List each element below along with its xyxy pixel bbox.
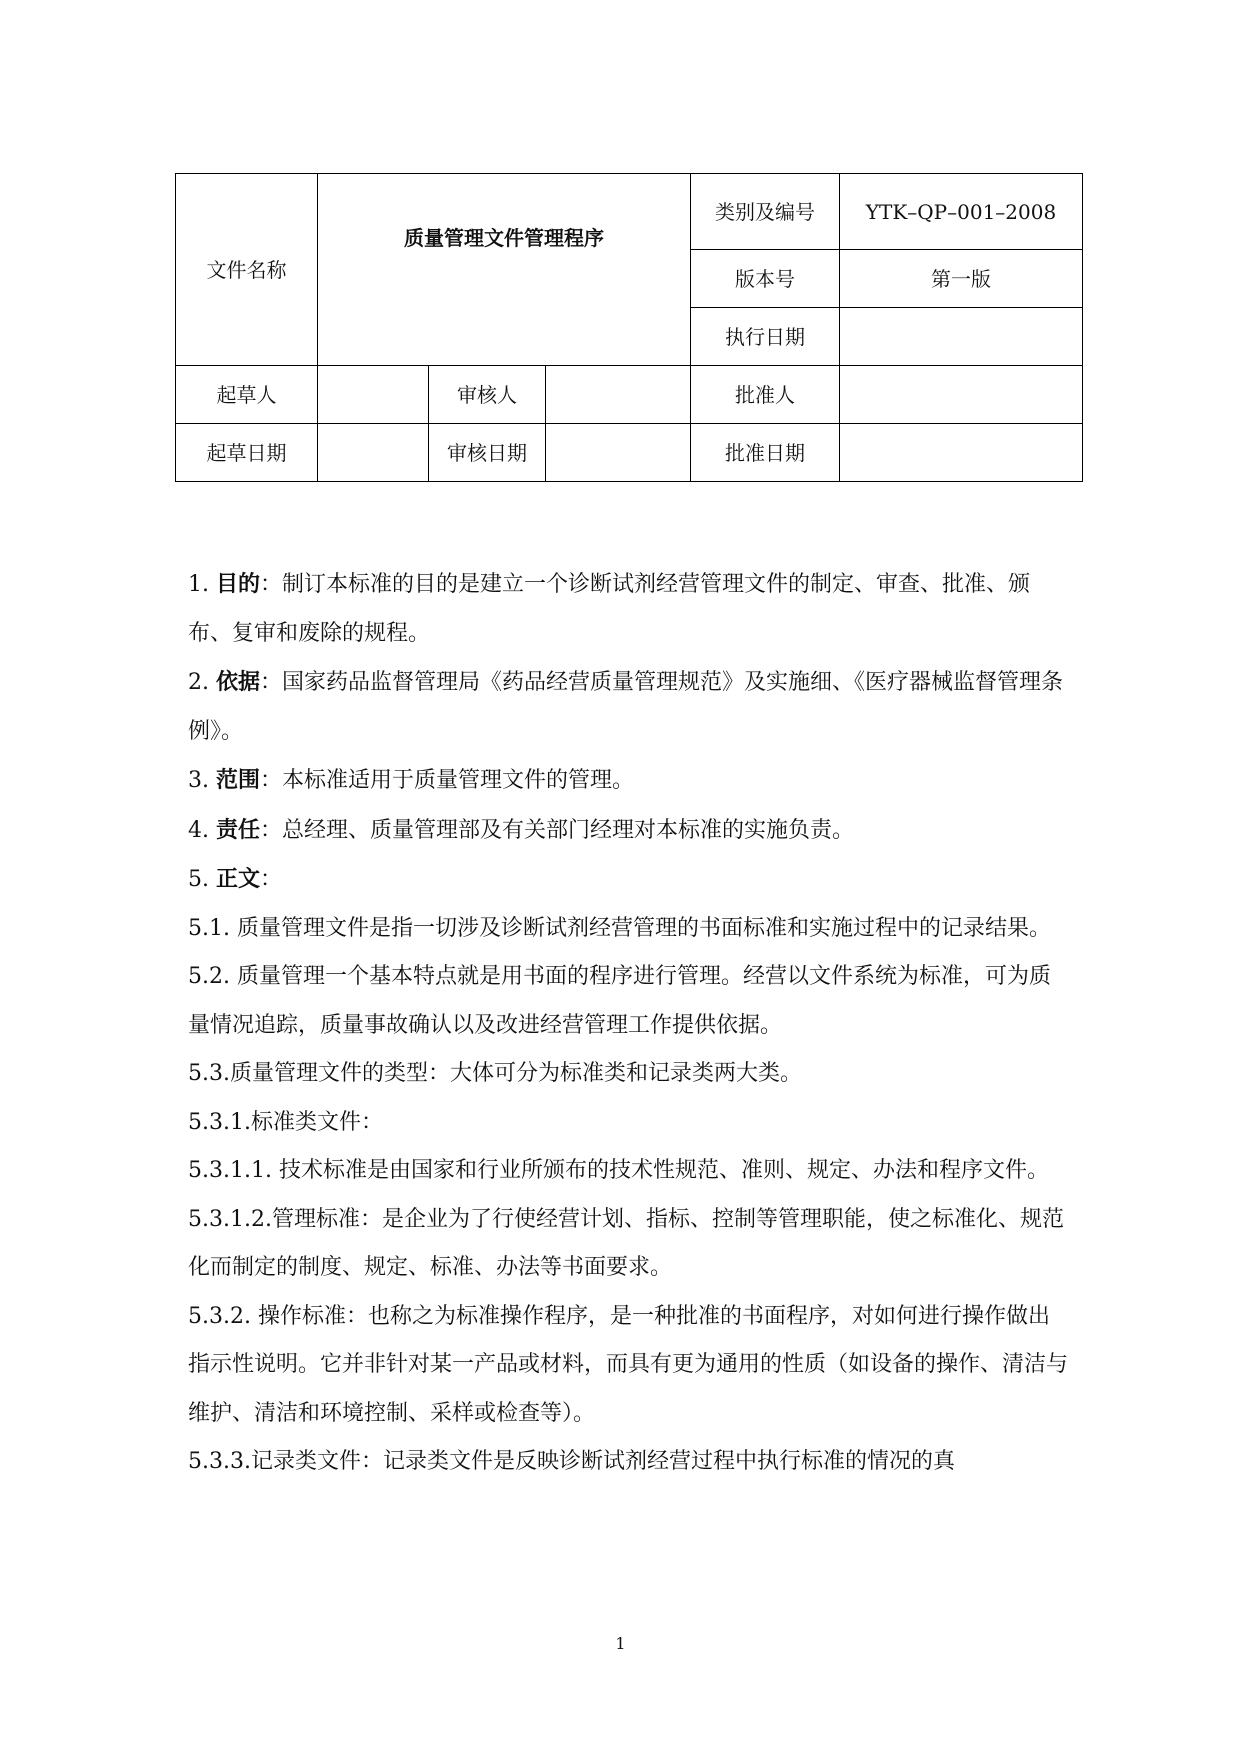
paragraph-5-3-1: 5.3.1.标准类文件：: [188, 1109, 383, 1135]
version-label: 版本号: [691, 250, 840, 308]
section-purpose: [188, 560, 1068, 658]
section-heading: 正文: [215, 866, 260, 892]
section-scope: [188, 756, 1068, 806]
section-text: ：本标准适用于质量管理文件的管理。: [260, 768, 635, 793]
section-heading: 责任: [215, 816, 260, 843]
category-label: 类别及编号: [691, 174, 840, 250]
section-number: 4.: [188, 817, 216, 843]
file-name-label: 文件名称: [176, 174, 318, 366]
section-responsibility: [188, 806, 1068, 856]
section-heading: 依据: [215, 669, 260, 695]
draft-date-value: [318, 424, 429, 482]
exec-date-label: 执行日期: [691, 308, 840, 366]
exec-date-value: [840, 308, 1083, 366]
draft-date-label: 起草日期: [176, 424, 318, 482]
review-date-value: [546, 424, 691, 482]
document-body: [188, 560, 1068, 1487]
approve-date-value: [840, 424, 1083, 482]
paragraph-5-3-2: 5.3.2. 操作标准：也称之为标准操作程序，是一种批准的书面程序，对如何进行操作做出指示性说明。它并非针对某一产品或材料，而具有更为通用的性质（如设备的操作、清洁与维护、清洁和环境控制、采样或检查等）。: [188, 1303, 1069, 1426]
section-text: ：制订本标准的目的是建立一个诊断试剂经营管理文件的制定、审查、批准、颁布、复审和废除的规程。: [188, 572, 1031, 646]
drafter-label: 起草人: [176, 366, 318, 424]
paragraph-5-3-1-1: 5.3.1.1. 技术标准是由国家和行业所颁布的技术性规范、准则、规定、办法和程序文件。: [188, 1158, 1049, 1183]
section-main-text: [188, 855, 1068, 905]
document-header-table: [175, 173, 1083, 482]
paragraph-5-3-3: 5.3.3.记录类文件：记录类文件是反映诊断试剂经营过程中执行标准的情况的真: [188, 1449, 955, 1474]
approver-value: [840, 366, 1083, 424]
section-text: ：总经理、质量管理部及有关部门经理对本标准的实施负责。: [260, 817, 855, 843]
section-text: ：: [260, 867, 283, 892]
section-basis: [188, 658, 1068, 756]
version-value: 第一版: [840, 250, 1083, 308]
section-number: 3.: [188, 768, 216, 793]
section-heading: 范围: [215, 767, 260, 793]
reviewer-value: [546, 366, 691, 424]
drafter-value: [318, 366, 429, 424]
paragraph-5-3-1-2: 5.3.1.2.管理标准：是企业为了行使经营计划、指标、控制等管理职能，使之标准化、规范化而制定的制度、规定、标准、办法等书面要求。: [188, 1206, 1064, 1280]
page-number: 1: [615, 1634, 626, 1653]
section-text: ：国家药品监督管理局《药品经营质量管理规范》及实施细、《医疗器械监督管理条例》。: [188, 670, 1064, 744]
approver-label: 批准人: [691, 366, 840, 424]
paragraph-5-3: 5.3.质量管理文件的类型：大体可分为标准类和记录类两大类。: [188, 1061, 802, 1086]
category-value: YTK–QP–001–2008: [840, 174, 1083, 250]
section-heading: 目的: [215, 571, 260, 597]
document-title: 质量管理文件管理程序: [318, 174, 691, 366]
reviewer-label: 审核人: [429, 366, 546, 424]
section-number: 2.: [188, 670, 216, 695]
paragraph-5-1: 5.1. 质量管理文件是指一切涉及诊断试剂经营管理的书面标准和实施过程中的记录结果。: [188, 915, 1051, 941]
section-number: 1.: [188, 572, 216, 597]
approve-date-label: 批准日期: [691, 424, 840, 482]
section-number: 5.: [188, 867, 216, 892]
paragraph-5-2: 5.2. 质量管理一个基本特点就是用书面的程序进行管理。经营以文件系统为标准，可为质量情况追踪，质量事故确认以及改进经营管理工作提供依据。: [188, 964, 1051, 1038]
review-date-label: 审核日期: [429, 424, 546, 482]
